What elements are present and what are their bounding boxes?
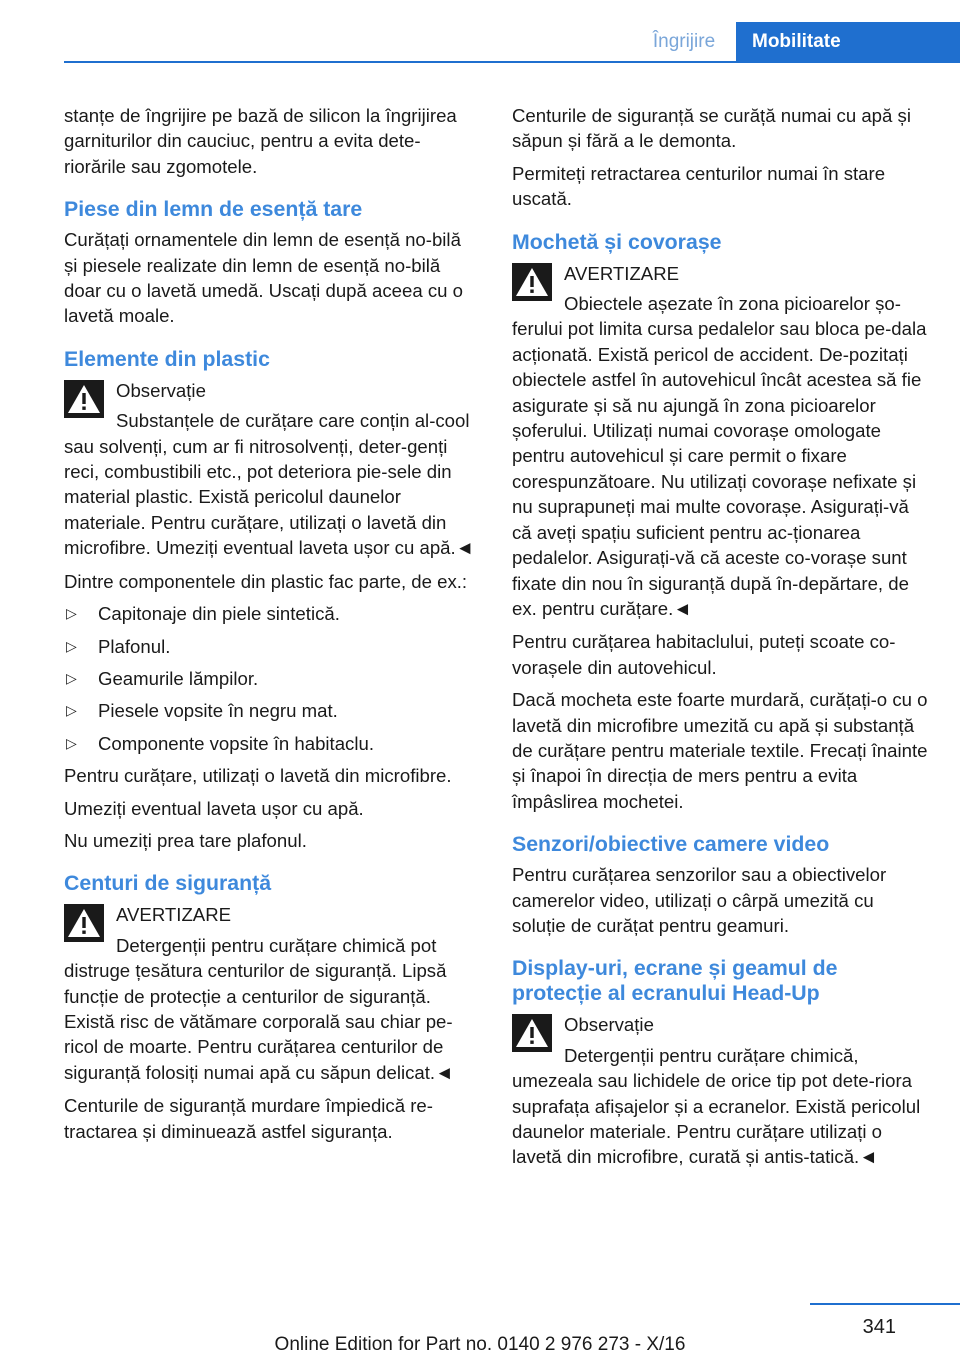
warning-text: Obiectele așezate în zona picioarelor șo-ferului pot limita cursa pedalelor sau bloca pe-dala acționată. Există pericol de accident. De-pozitați obiectele astfel în autovehicul încât acestea să fie asigurate și să nu ajungă în zona picioarelor șoferului. Utilizați numai covorașe omologate pentru autovehicul și care permit o fixare corespunzătoare. Nu utilizați covorașe nefixate și nu suprapuneți mai multe covorașe. Asigurați-vă că aveți spațiu suficient pentru ac-ționarea pedalelor. Asigurați-vă că aceste co-vorașe sunt fixate din nou în siguranță după în-depărtare, de ex. pentru curățare.◄ [512,293,927,619]
warning-triangle-icon [64,904,104,942]
warning-triangle-icon [512,1014,552,1052]
section-heading-belts: Centuri de siguranță [64,871,272,896]
carpet-warning [512,261,928,622]
intro-paragraph: stanțe de îngrijire pe bază de silicon la îngrijirea garniturilor din cauciuc, pentru a evita dete-riorările sau zgomotele. [64,105,457,177]
list-item [64,634,478,659]
carpet-paragraph-2: Dacă mocheta este foarte murdară, curățați-o cu o lavetă din microfibre umezită cu apă și substanță de curățare pentru materiale textile. Frecați înainte și înapoi în direcția de mers pentru a evita împâslirea mochetei. [512,689,928,812]
list-item [64,698,478,723]
triangle-bullet-icon: ▷ [66,637,77,654]
edition-footer: Online Edition for Part no. 0140 2 976 273 - X/16 [274,1334,686,1355]
triangle-bullet-icon: ▷ [66,605,77,622]
section-heading-display: Display-uri, ecrane și geamul de protecție al ecranului Head-Up [512,956,838,1006]
carpet-paragraph-1: Pentru curățarea habitaclului, puteți scoate co-vorașele din autovehicul. [512,631,896,678]
plastic-notice [64,378,478,561]
page-number: 341 [862,1316,896,1338]
list-item-text: Piesele vopsite în negru mat. [98,700,338,722]
notice-text: Substanțele de curățare care conțin al-cool sau solvenți, cum ar fi nitrosolvenți, deter-genți reci, combustibili etc., pot deteriora pie-sele din material plastic. Există pericolul daunelor materiale. Pentru curățare, utilizați o lavetă din microfibre. Umeziți eventual laveta ușor cu apă.◄ [64,410,475,559]
warning-title: AVERTIZARE [564,262,680,284]
plastic-parts-intro: Dintre componentele din plastic fac parte, de ex.: [64,570,468,592]
plastic-paragraph-1: Pentru curățare, utilizați o lavetă din microfibre. [64,765,452,787]
list-item-text: Componente vopsite în habitaclu. [98,732,374,754]
list-item-text: Geamurile lămpilor. [98,667,259,689]
header-rule [64,61,960,63]
belts-paragraph-3: Permiteți retractarea centurilor numai în stare uscată. [512,162,886,210]
belts-paragraph-1: Centurile de siguranță murdare împiedică re-tractarea și diminuează astfel siguranța. [64,1095,433,1142]
section-heading-sensors: Senzori/obiective camere video [512,832,830,857]
belts-paragraph-2: Centurile de siguranță se curăță numai cu apă și săpun și fără a le demonta. [512,105,911,152]
notice-text: Detergenții pentru curățare chimică, umezeala sau lichidele de orice tip pot dete-riora suprafața afișajelor și a ecranelor. Există pericolul daunelor materiale. Pentru curățare utilizați o lavetă din microfibre, curată și antis-tatică.◄ [512,1044,921,1168]
list-item-text: Capitonaje din piele sintetică. [98,603,340,625]
list-item [64,731,478,756]
plastic-parts-list [64,601,478,756]
triangle-bullet-icon: ▷ [66,734,77,751]
warning-title: AVERTIZARE [116,904,232,926]
warning-triangle-icon [64,380,104,418]
list-item-text: Plafonul. [98,635,171,657]
wood-paragraph: Curățați ornamentele din lemn de esență no-bilă și piesele realizate din lemn de esență no-bilă doar cu o lavetă umedă. Uscați după aceea cu o lavetă moale. [64,229,463,327]
triangle-bullet-icon: ▷ [66,669,77,686]
belts-warning [64,902,478,1085]
triangle-bullet-icon: ▷ [66,702,77,719]
sensors-paragraph: Pentru curățarea senzorilor sau a obiectivelor camerelor video, utilizați o cârpă umezită cu soluție de curățat pentru geamuri. [512,864,887,936]
section-heading-carpet: Mochetă și covorașe [512,229,722,254]
header-tab-mobility[interactable]: Mobilitate [736,22,960,62]
list-item [64,666,478,691]
section-heading-plastic: Elemente din plastic [64,346,270,371]
warning-triangle-icon [512,263,552,301]
section-heading-wood: Piese din lemn de esență tare [64,197,363,222]
right-column [512,103,928,1178]
header-tab-care[interactable]: Îngrijire [652,31,716,52]
display-notice [512,1012,928,1169]
footer-rule [810,1303,960,1305]
notice-title: Observație [116,379,206,401]
plastic-paragraph-3: Nu umeziți prea tare plafonul. [64,829,307,851]
plastic-paragraph-2: Umeziți eventual laveta ușor cu apă. [64,797,364,819]
list-item [64,601,478,626]
left-column [64,103,478,1151]
warning-text: Detergenții pentru curățare chimică pot distruge țesătura centurilor de siguranță. Lipsă funcție de protecție a centurilor de siguranță. Există risc de vătămare corporală sau chiar pe-ricol de moarte. Pentru curățarea centurilor de siguranță folosiți numai apă cu săpun delicat.◄ [64,934,454,1083]
notice-title: Observație [564,1014,654,1036]
